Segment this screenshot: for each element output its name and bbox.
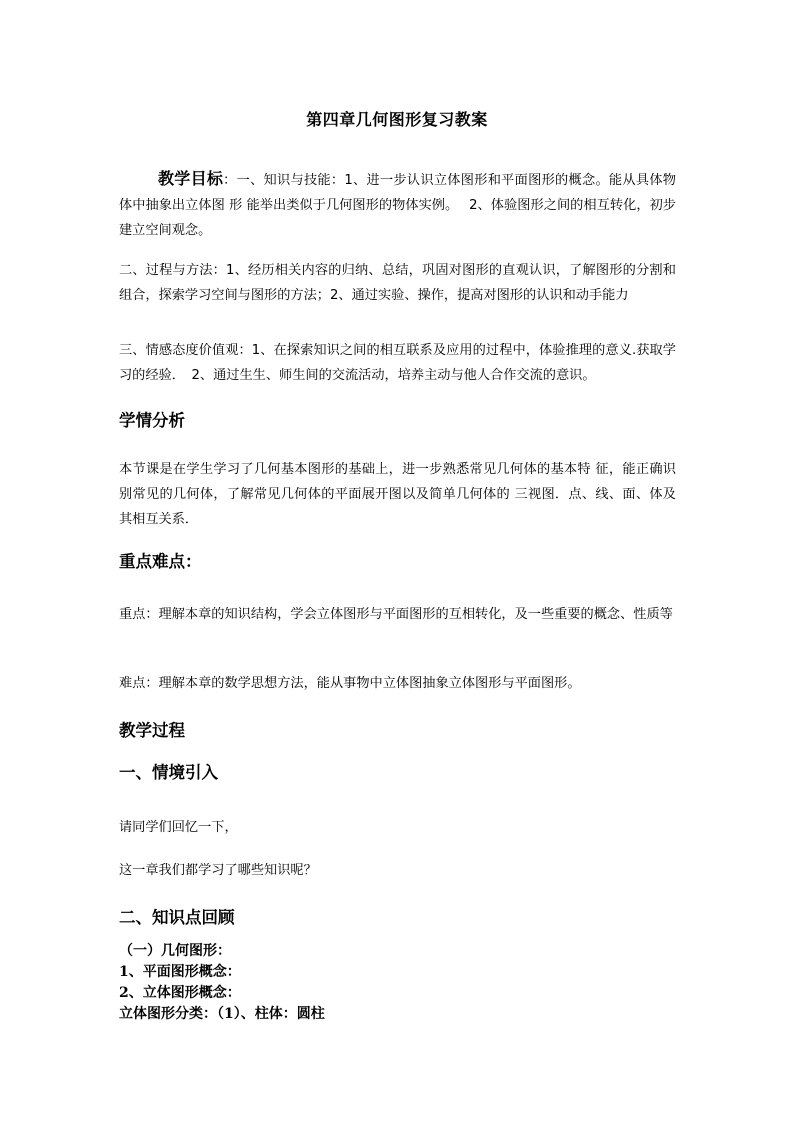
analysis-text: 本节课是在学生学习了几何基本图形的基础上，进一步熟悉常见几何体的基本特 征，能正确识别常见的几何体，了解常见几何体的平面展开图以及简单几何体的 三视图．点、线、面、体及其相互关系． bbox=[119, 462, 676, 527]
section-2-sub-1: （一）几何图形： bbox=[119, 943, 231, 959]
process-heading: 教学过程 bbox=[119, 721, 185, 740]
objectives-label: 教学目标 bbox=[158, 169, 224, 188]
section-2-item-3: 立体图形分类：（1）、柱体：圆柱 bbox=[119, 1006, 325, 1022]
section-1-heading: 一、情境引入 bbox=[119, 763, 218, 782]
section-2-item-2: 2、立体图形概念： bbox=[119, 985, 241, 1001]
objectives-text-1: ：一、知识与技能：1、进一步认识立体图形和平面图形的概念。能从具体物体中抽象出立体图 形 能举出类似于几何图形的物体实例。 2、体验图形之间的相互转化，初步建立空间观念。 bbox=[119, 173, 676, 238]
objectives-paragraph-1 bbox=[119, 166, 676, 243]
key-point-text: 重点：理解本章的知识结构，学会立体图形与平面图形的互相转化，及一些重要的概念、性质等 bbox=[119, 607, 673, 622]
analysis-heading: 学情分析 bbox=[119, 411, 185, 430]
section-1-line-1: 请同学们回忆一下， bbox=[119, 820, 238, 835]
section-2-heading: 二、知识点回顾 bbox=[119, 908, 235, 927]
section-2-item-1: 1、平面图形概念： bbox=[119, 964, 241, 980]
section-1-line-2: 这一章我们都学习了哪些知识呢？ bbox=[119, 863, 317, 878]
objectives-paragraph-2: 二、过程与方法：1、经历相关内容的归纳、总结，巩固对图形的直观认识，了解图形的分割和组合，探索学习空间与图形的方法；2、通过实验、操作，提高对图形的认识和动手能力 bbox=[119, 263, 676, 303]
difficult-point-text: 难点：理解本章的数学思想方法，能从事物中立体图抽象立体图形与平面图形。 bbox=[119, 676, 581, 691]
key-points-heading: 重点难点： bbox=[119, 552, 202, 571]
objectives-paragraph-3: 三、情感态度价值观：1、在探索知识之间的相互联系及应用的过程中，体验推理的意义.获取学习的经验． 2、通过生生、师生间的交流活动，培养主动与他人合作交流的意识。 bbox=[119, 343, 676, 383]
document-title: 第四章几何图形复习教案 bbox=[306, 110, 488, 129]
